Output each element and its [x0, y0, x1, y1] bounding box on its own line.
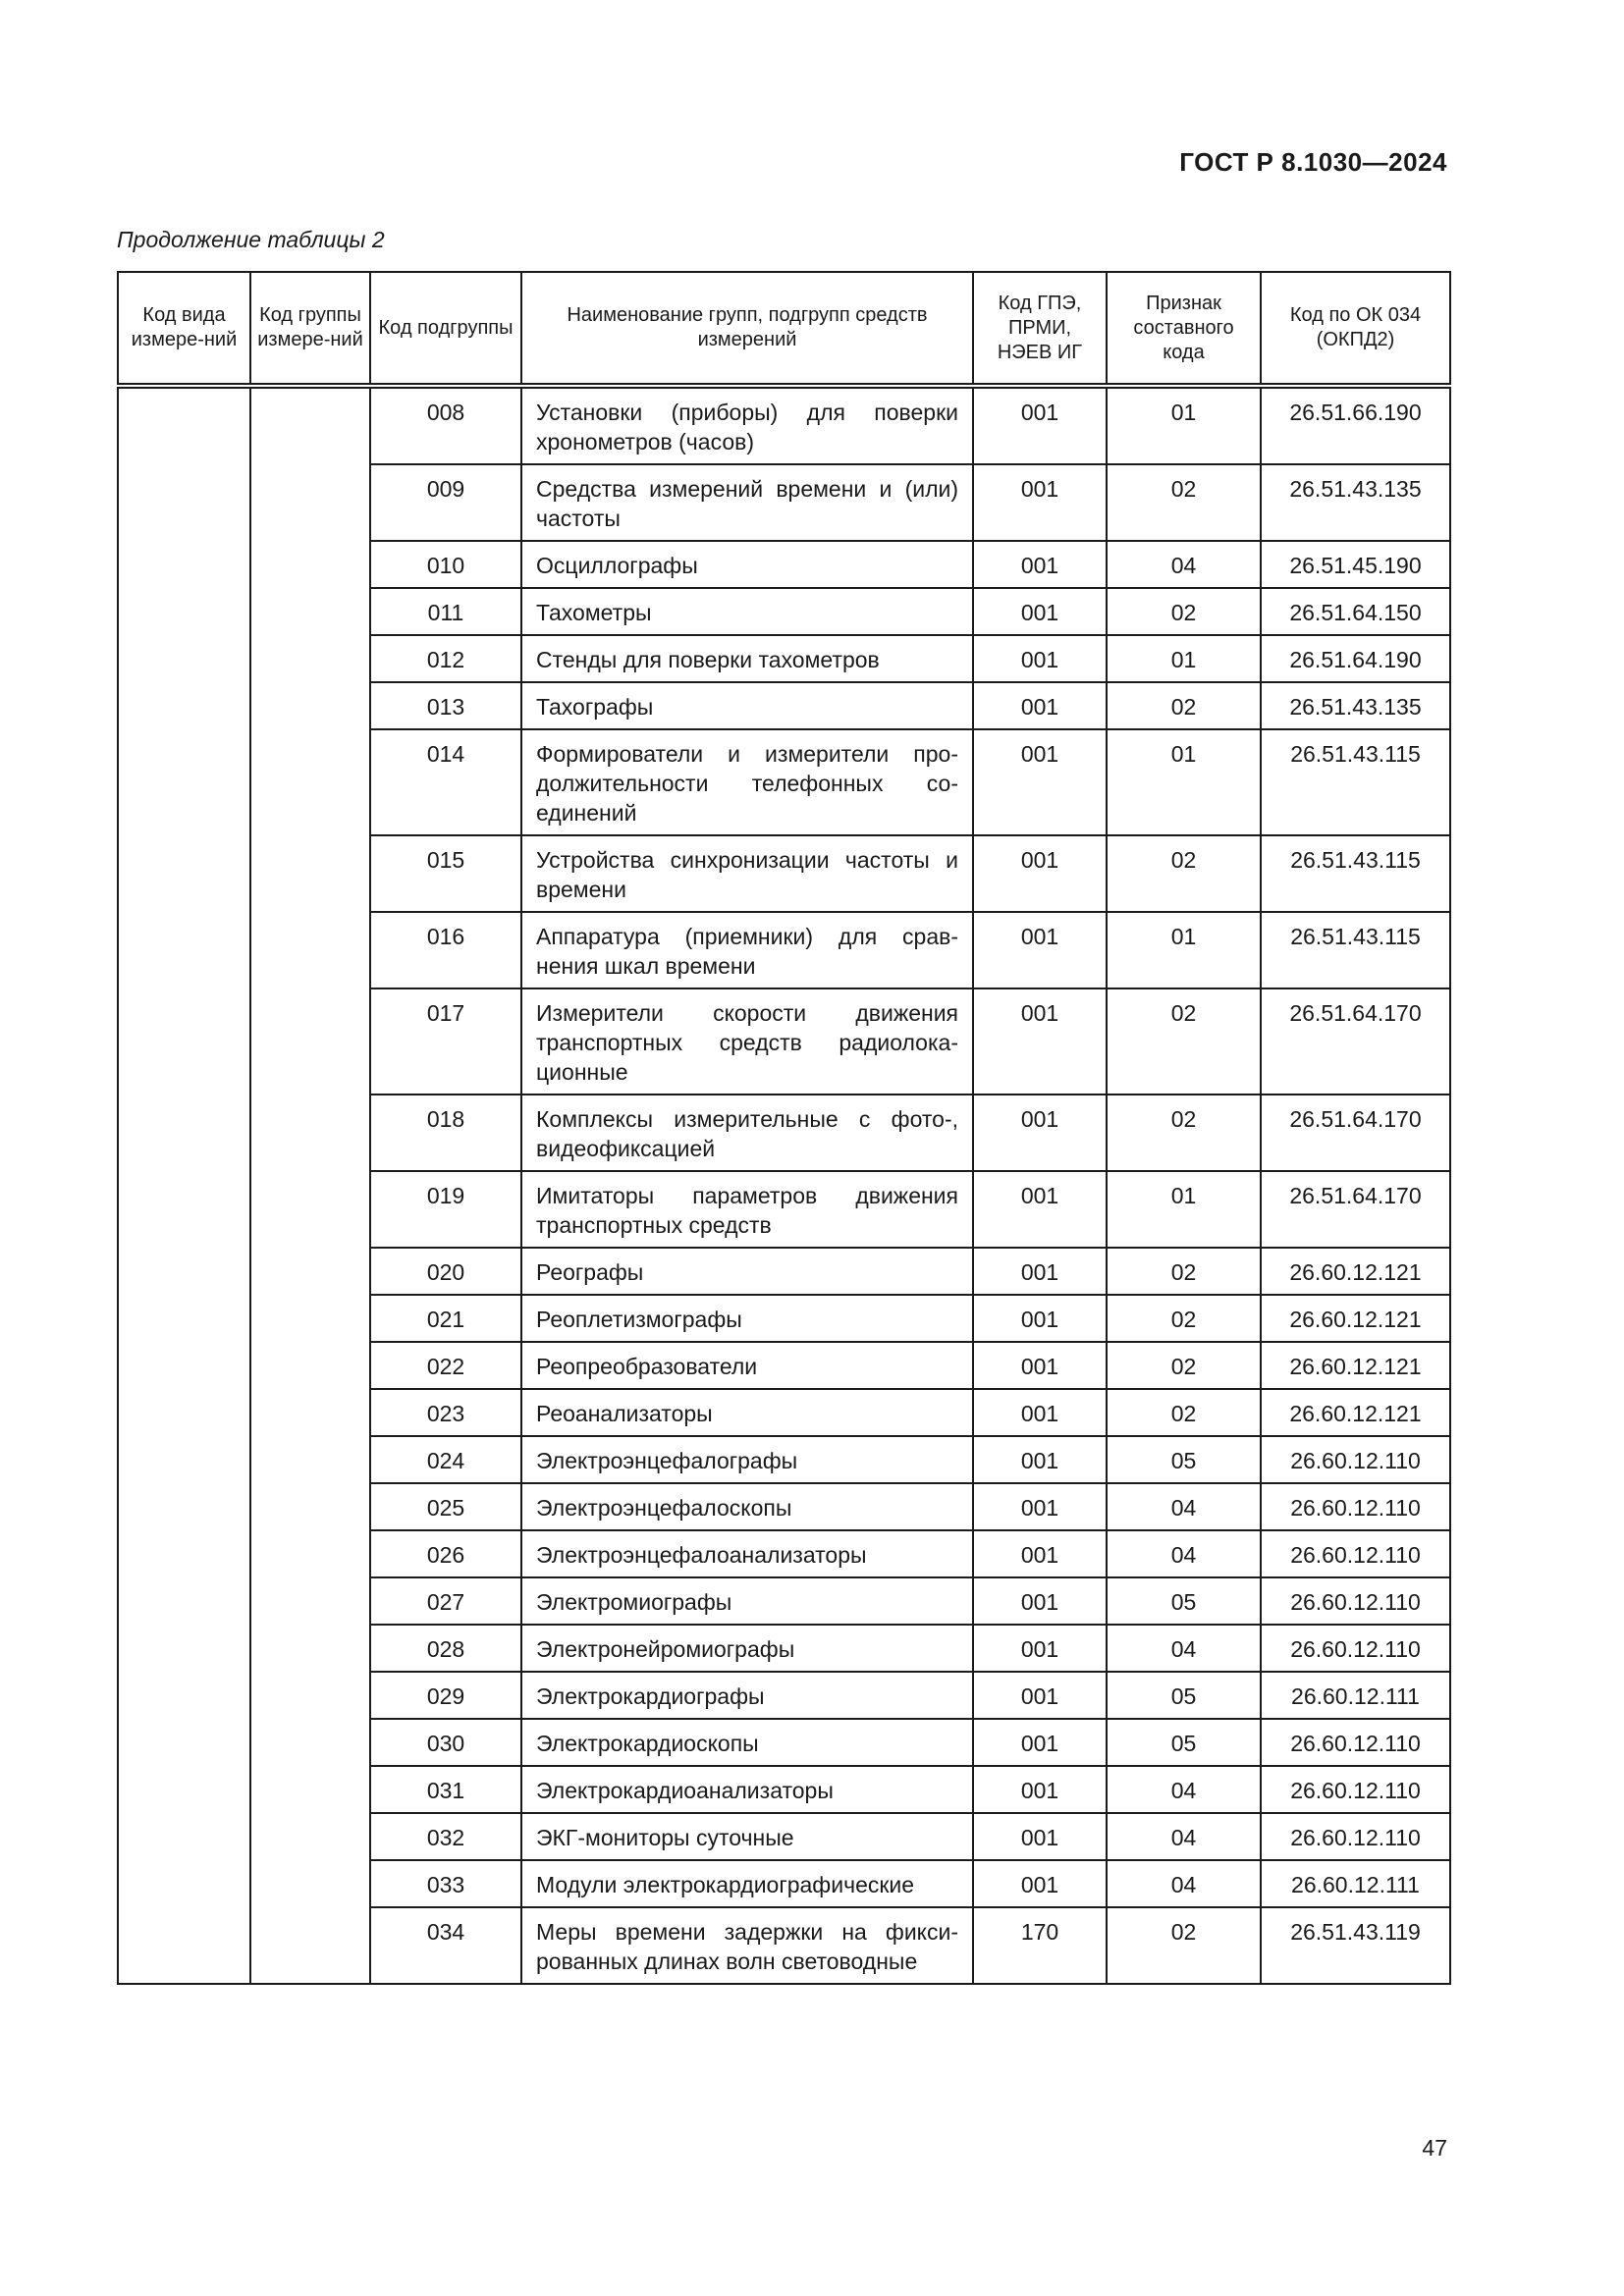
group-name-cell: Электроэнцефалографы: [521, 1436, 973, 1483]
group-name-cell: Электрокардиоскопы: [521, 1719, 973, 1766]
composite-sign-cell: 05: [1107, 1672, 1261, 1719]
composite-sign-cell: 02: [1107, 1248, 1261, 1295]
subgroup-code-cell: 011: [370, 588, 521, 635]
gpe-code-cell: 001: [973, 1530, 1107, 1577]
composite-sign-cell: 01: [1107, 386, 1261, 464]
okpd2-code-cell: 26.51.66.190: [1261, 386, 1450, 464]
gpe-code-cell: 001: [973, 1719, 1107, 1766]
gpe-code-cell: 001: [973, 1766, 1107, 1813]
group-name-cell: Тахометры: [521, 588, 973, 635]
gpe-code-cell: 001: [973, 541, 1107, 588]
group-name-cell: Электрокардиографы: [521, 1672, 973, 1719]
composite-sign-cell: 04: [1107, 541, 1261, 588]
gpe-code-cell: 001: [973, 1483, 1107, 1530]
composite-sign-cell: 02: [1107, 1342, 1261, 1389]
header-gpe-code: Код ГПЭ, ПРМИ, НЭЕВ ИГ: [973, 272, 1107, 386]
subgroup-code-cell: 008: [370, 386, 521, 464]
table-header-row: [118, 272, 1450, 386]
subgroup-code-cell: 022: [370, 1342, 521, 1389]
subgroup-code-cell: 010: [370, 541, 521, 588]
gpe-code-cell: 001: [973, 1342, 1107, 1389]
subgroup-code-cell: 021: [370, 1295, 521, 1342]
gpe-code-cell: 001: [973, 1860, 1107, 1907]
okpd2-code-cell: 26.60.12.110: [1261, 1530, 1450, 1577]
subgroup-code-cell: 031: [370, 1766, 521, 1813]
group-name-cell: Электрокардиоанализаторы: [521, 1766, 973, 1813]
okpd2-code-cell: 26.60.12.110: [1261, 1813, 1450, 1860]
subgroup-code-cell: 015: [370, 835, 521, 912]
subgroup-code-cell: 030: [370, 1719, 521, 1766]
okpd2-code-cell: 26.51.43.135: [1261, 682, 1450, 729]
okpd2-code-cell: 26.60.12.110: [1261, 1577, 1450, 1625]
composite-sign-cell: 04: [1107, 1625, 1261, 1672]
gpe-code-cell: 001: [973, 1095, 1107, 1171]
gpe-code-cell: 001: [973, 386, 1107, 464]
group-name-cell: Тахографы: [521, 682, 973, 729]
composite-sign-cell: 01: [1107, 729, 1261, 835]
okpd2-code-cell: 26.51.45.190: [1261, 541, 1450, 588]
group-name-cell: Формирователи и измерители про-должительности телефонных со-единений: [521, 729, 973, 835]
subgroup-code-cell: 019: [370, 1171, 521, 1248]
composite-sign-cell: 04: [1107, 1860, 1261, 1907]
subgroup-code-cell: 013: [370, 682, 521, 729]
okpd2-code-cell: 26.51.64.170: [1261, 1095, 1450, 1171]
group-name-cell: Электроэнцефалоскопы: [521, 1483, 973, 1530]
group-name-cell: Стенды для поверки тахометров: [521, 635, 973, 682]
gpe-code-cell: 001: [973, 588, 1107, 635]
okpd2-code-cell: 26.60.12.121: [1261, 1295, 1450, 1342]
gpe-code-cell: 001: [973, 1577, 1107, 1625]
subgroup-code-cell: 025: [370, 1483, 521, 1530]
gpe-code-cell: 001: [973, 835, 1107, 912]
okpd2-code-cell: 26.51.43.115: [1261, 835, 1450, 912]
classification-table: [117, 271, 1451, 1985]
group-name-cell: Меры времени задержки на фикси-рованных длинах волн световодные: [521, 1907, 973, 1984]
okpd2-code-cell: 26.51.43.119: [1261, 1907, 1450, 1984]
okpd2-code-cell: 26.51.64.150: [1261, 588, 1450, 635]
group-name-cell: Реоплетизмографы: [521, 1295, 973, 1342]
group-name-cell: Реографы: [521, 1248, 973, 1295]
group-name-cell: Осциллографы: [521, 541, 973, 588]
gpe-code-cell: 001: [973, 635, 1107, 682]
subgroup-code-cell: 028: [370, 1625, 521, 1672]
standard-designation: ГОСТ Р 8.1030—2024: [1179, 147, 1447, 177]
gpe-code-cell: 001: [973, 682, 1107, 729]
page-number: 47: [1422, 2135, 1447, 2161]
subgroup-code-cell: 033: [370, 1860, 521, 1907]
group-name-cell: Имитаторы параметров движения транспортных средств: [521, 1171, 973, 1248]
okpd2-code-cell: 26.51.64.170: [1261, 1171, 1450, 1248]
composite-sign-cell: 02: [1107, 464, 1261, 541]
gpe-code-cell: 001: [973, 1248, 1107, 1295]
header-composite-code-sign: Признак составного кода: [1107, 272, 1261, 386]
subgroup-code-cell: 032: [370, 1813, 521, 1860]
header-okpd2-code: Код по ОК 034 (ОКПД2): [1261, 272, 1450, 386]
group-name-cell: Электронейромиографы: [521, 1625, 973, 1672]
composite-sign-cell: 02: [1107, 835, 1261, 912]
subgroup-code-cell: 016: [370, 912, 521, 988]
group-name-cell: Аппаратура (приемники) для срав-нения шкал времени: [521, 912, 973, 988]
group-name-cell: Измерители скорости движения транспортных средств радиолока-ционные: [521, 988, 973, 1095]
composite-sign-cell: 04: [1107, 1813, 1261, 1860]
header-measurement-type-code: Код вида измере-ний: [118, 272, 250, 386]
okpd2-code-cell: 26.60.12.110: [1261, 1625, 1450, 1672]
gpe-code-cell: 001: [973, 1813, 1107, 1860]
group-name-cell: Реоанализаторы: [521, 1389, 973, 1436]
composite-sign-cell: 04: [1107, 1530, 1261, 1577]
gpe-code-cell: 001: [973, 1672, 1107, 1719]
okpd2-code-cell: 26.60.12.110: [1261, 1483, 1450, 1530]
subgroup-code-cell: 027: [370, 1577, 521, 1625]
group-name-cell: Электроэнцефалоанализаторы: [521, 1530, 973, 1577]
composite-sign-cell: 02: [1107, 588, 1261, 635]
subgroup-code-cell: 014: [370, 729, 521, 835]
table-caption: Продолжение таблицы 2: [117, 227, 385, 252]
subgroup-code-cell: 009: [370, 464, 521, 541]
gpe-code-cell: 001: [973, 988, 1107, 1095]
okpd2-code-cell: 26.51.43.115: [1261, 729, 1450, 835]
okpd2-code-cell: 26.51.64.170: [1261, 988, 1450, 1095]
gpe-code-cell: 001: [973, 729, 1107, 835]
okpd2-code-cell: 26.60.12.121: [1261, 1342, 1450, 1389]
group-name-cell: Реопреобразователи: [521, 1342, 973, 1389]
subgroup-code-cell: 023: [370, 1389, 521, 1436]
okpd2-code-cell: 26.51.43.115: [1261, 912, 1450, 988]
table-row: [118, 386, 1450, 464]
group-name-cell: Установки (приборы) для поверки хронометров (часов): [521, 386, 973, 464]
composite-sign-cell: 01: [1107, 635, 1261, 682]
group-name-cell: Устройства синхронизации частоты и времени: [521, 835, 973, 912]
group-name-cell: Электромиографы: [521, 1577, 973, 1625]
subgroup-code-cell: 029: [370, 1672, 521, 1719]
subgroup-code-cell: 020: [370, 1248, 521, 1295]
group-name-cell: ЭКГ-мониторы суточные: [521, 1813, 973, 1860]
subgroup-code-cell: 012: [370, 635, 521, 682]
okpd2-code-cell: 26.51.43.135: [1261, 464, 1450, 541]
gpe-code-cell: 001: [973, 464, 1107, 541]
composite-sign-cell: 04: [1107, 1483, 1261, 1530]
composite-sign-cell: 05: [1107, 1719, 1261, 1766]
gpe-code-cell: 001: [973, 1171, 1107, 1248]
composite-sign-cell: 02: [1107, 1295, 1261, 1342]
composite-sign-cell: 01: [1107, 1171, 1261, 1248]
header-group-name: Наименование групп, подгрупп средств измерений: [521, 272, 973, 386]
okpd2-code-cell: 26.60.12.110: [1261, 1719, 1450, 1766]
okpd2-code-cell: 26.60.12.111: [1261, 1860, 1450, 1907]
composite-sign-cell: 05: [1107, 1577, 1261, 1625]
okpd2-code-cell: 26.60.12.110: [1261, 1766, 1450, 1813]
group-name-cell: Модули электрокардиографические: [521, 1860, 973, 1907]
composite-sign-cell: 02: [1107, 682, 1261, 729]
gpe-code-cell: 001: [973, 1389, 1107, 1436]
okpd2-code-cell: 26.51.64.190: [1261, 635, 1450, 682]
gpe-code-cell: 001: [973, 1295, 1107, 1342]
okpd2-code-cell: 26.60.12.110: [1261, 1436, 1450, 1483]
gpe-code-cell: 170: [973, 1907, 1107, 1984]
group-name-cell: Комплексы измерительные с фото-, видеофиксацией: [521, 1095, 973, 1171]
okpd2-code-cell: 26.60.12.121: [1261, 1248, 1450, 1295]
okpd2-code-cell: 26.60.12.111: [1261, 1672, 1450, 1719]
table-body: [118, 386, 1450, 1984]
gpe-code-cell: 001: [973, 1436, 1107, 1483]
composite-sign-cell: 05: [1107, 1436, 1261, 1483]
header-measurement-group-code: Код группы измере-ний: [250, 272, 370, 386]
composite-sign-cell: 02: [1107, 1095, 1261, 1171]
header-subgroup-code: Код подгруппы: [370, 272, 521, 386]
subgroup-code-cell: 024: [370, 1436, 521, 1483]
composite-sign-cell: 02: [1107, 988, 1261, 1095]
gpe-code-cell: 001: [973, 912, 1107, 988]
subgroup-code-cell: 018: [370, 1095, 521, 1171]
subgroup-code-cell: 034: [370, 1907, 521, 1984]
measurement-group-cell: [250, 386, 370, 1984]
okpd2-code-cell: 26.60.12.121: [1261, 1389, 1450, 1436]
gpe-code-cell: 001: [973, 1625, 1107, 1672]
group-name-cell: Средства измерений времени и (или) частоты: [521, 464, 973, 541]
composite-sign-cell: 04: [1107, 1766, 1261, 1813]
composite-sign-cell: 02: [1107, 1389, 1261, 1436]
composite-sign-cell: 02: [1107, 1907, 1261, 1984]
subgroup-code-cell: 026: [370, 1530, 521, 1577]
subgroup-code-cell: 017: [370, 988, 521, 1095]
composite-sign-cell: 01: [1107, 912, 1261, 988]
measurement-type-cell: [118, 386, 250, 1984]
